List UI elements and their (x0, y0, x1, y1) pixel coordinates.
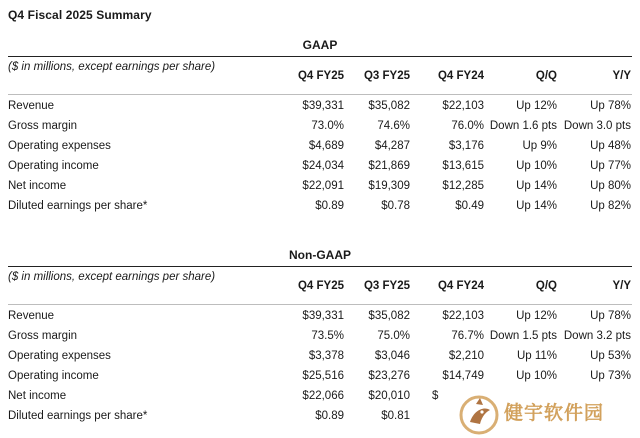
table-cell: $21,869 (368, 160, 410, 172)
table-row (8, 326, 632, 346)
table-cell: $3,046 (374, 350, 410, 362)
row-label: Operating income (8, 370, 99, 382)
table-cell: $0.78 (381, 200, 410, 212)
row-label: Operating expenses (8, 350, 111, 362)
table-cell: $3,176 (448, 140, 484, 152)
row-label: Net income (8, 390, 67, 402)
row-label: Gross margin (8, 120, 78, 132)
table-cell: $39,331 (302, 100, 344, 112)
divider (8, 304, 632, 305)
table-row (8, 116, 632, 136)
column-header: Q4 FY25 (297, 280, 344, 292)
table-cell: Up 48% (590, 140, 631, 152)
row-label: Gross margin (8, 330, 78, 342)
table-header-row (8, 66, 632, 86)
table-row (8, 346, 632, 366)
table-cell: $4,287 (374, 140, 410, 152)
table-cell: $25,516 (302, 370, 344, 382)
column-header: Q4 FY24 (437, 280, 484, 292)
page-title: Q4 Fiscal 2025 Summary (8, 8, 152, 22)
gaap-section (8, 38, 632, 218)
divider (8, 94, 632, 95)
column-header: Q/Q (535, 70, 557, 82)
table-cell: Up 9% (522, 140, 557, 152)
table-cell: 75.0% (377, 330, 410, 342)
table-cell: $35,082 (368, 100, 410, 112)
table-cell: $0.49 (455, 200, 484, 212)
row-label: Revenue (8, 100, 55, 112)
table-cell: Down 3.2 pts (563, 330, 631, 342)
row-label: Revenue (8, 310, 55, 322)
units-note: ($ in millions, except earnings per share) (8, 271, 216, 283)
table-cell: Up 10% (516, 370, 557, 382)
table-cell: Up 11% (516, 350, 557, 362)
table-cell: Up 78% (590, 100, 631, 112)
table-cell: $2,210 (448, 350, 484, 362)
table-cell: $ (432, 390, 439, 402)
row-label: Operating income (8, 160, 99, 172)
table-cell: $22,066 (302, 390, 344, 402)
table-cell: Up 53% (590, 350, 631, 362)
table-cell: $19,309 (368, 180, 410, 192)
watermark (456, 392, 640, 438)
table-cell: 74.6% (377, 120, 410, 132)
table-cell: Down 3.0 pts (563, 120, 631, 132)
row-label: Net income (8, 180, 67, 192)
column-header: Q4 FY25 (297, 70, 344, 82)
table-cell: Up 14% (516, 180, 557, 192)
divider (8, 266, 632, 267)
table-cell: Up 78% (590, 310, 631, 322)
table-cell: $3,378 (308, 350, 344, 362)
table-row (8, 96, 632, 116)
table-cell: $4,689 (308, 140, 344, 152)
table-cell: Up 73% (590, 370, 631, 382)
table-row (8, 196, 632, 216)
table-cell: 76.0% (451, 120, 484, 132)
table-row (8, 306, 632, 326)
table-cell: Up 12% (516, 310, 557, 322)
cat-logo-icon (456, 392, 502, 438)
table-row (8, 176, 632, 196)
table-cell: $39,331 (302, 310, 344, 322)
row-label: Diluted earnings per share* (8, 200, 148, 212)
table-cell: Down 1.6 pts (489, 120, 557, 132)
table-cell: Up 14% (516, 200, 557, 212)
units-note: ($ in millions, except earnings per share) (8, 61, 216, 73)
table-cell: $0.81 (381, 410, 410, 422)
table-cell: $12,285 (442, 180, 484, 192)
table-header-row (8, 276, 632, 296)
table-cell: $14,749 (442, 370, 484, 382)
table-cell: $20,010 (368, 390, 410, 402)
table-cell: Up 77% (590, 160, 631, 172)
table-cell: $22,103 (442, 100, 484, 112)
row-label: Diluted earnings per share* (8, 410, 148, 422)
table-cell: Up 12% (516, 100, 557, 112)
column-header: Q4 FY24 (437, 70, 484, 82)
table-cell: $22,103 (442, 310, 484, 322)
table-row (8, 136, 632, 156)
table-cell: $24,034 (302, 160, 344, 172)
section-title: Non-GAAP (289, 248, 351, 262)
table-row (8, 366, 632, 386)
table-cell: Up 10% (516, 160, 557, 172)
table-cell: $35,082 (368, 310, 410, 322)
column-header: Q3 FY25 (363, 70, 410, 82)
column-header: Q3 FY25 (363, 280, 410, 292)
watermark-text: 健宇软件园 (504, 402, 605, 424)
table-cell: $22,091 (302, 180, 344, 192)
table-cell: 73.0% (311, 120, 344, 132)
table-cell: Up 82% (590, 200, 631, 212)
column-header: Y/Y (612, 280, 631, 292)
table-cell: Up 80% (590, 180, 631, 192)
row-label: Operating expenses (8, 140, 111, 152)
table-cell: 73.5% (311, 330, 344, 342)
table-cell: $23,276 (368, 370, 410, 382)
table-cell: $0.89 (315, 200, 344, 212)
table-cell: 76.7% (451, 330, 484, 342)
column-header: Q/Q (535, 280, 557, 292)
section-title: GAAP (302, 38, 338, 52)
table-cell: $0.89 (315, 410, 344, 422)
table-cell: $13,615 (442, 160, 484, 172)
table-cell: Down 1.5 pts (489, 330, 557, 342)
table-row (8, 156, 632, 176)
column-header: Y/Y (612, 70, 631, 82)
divider (8, 56, 632, 57)
